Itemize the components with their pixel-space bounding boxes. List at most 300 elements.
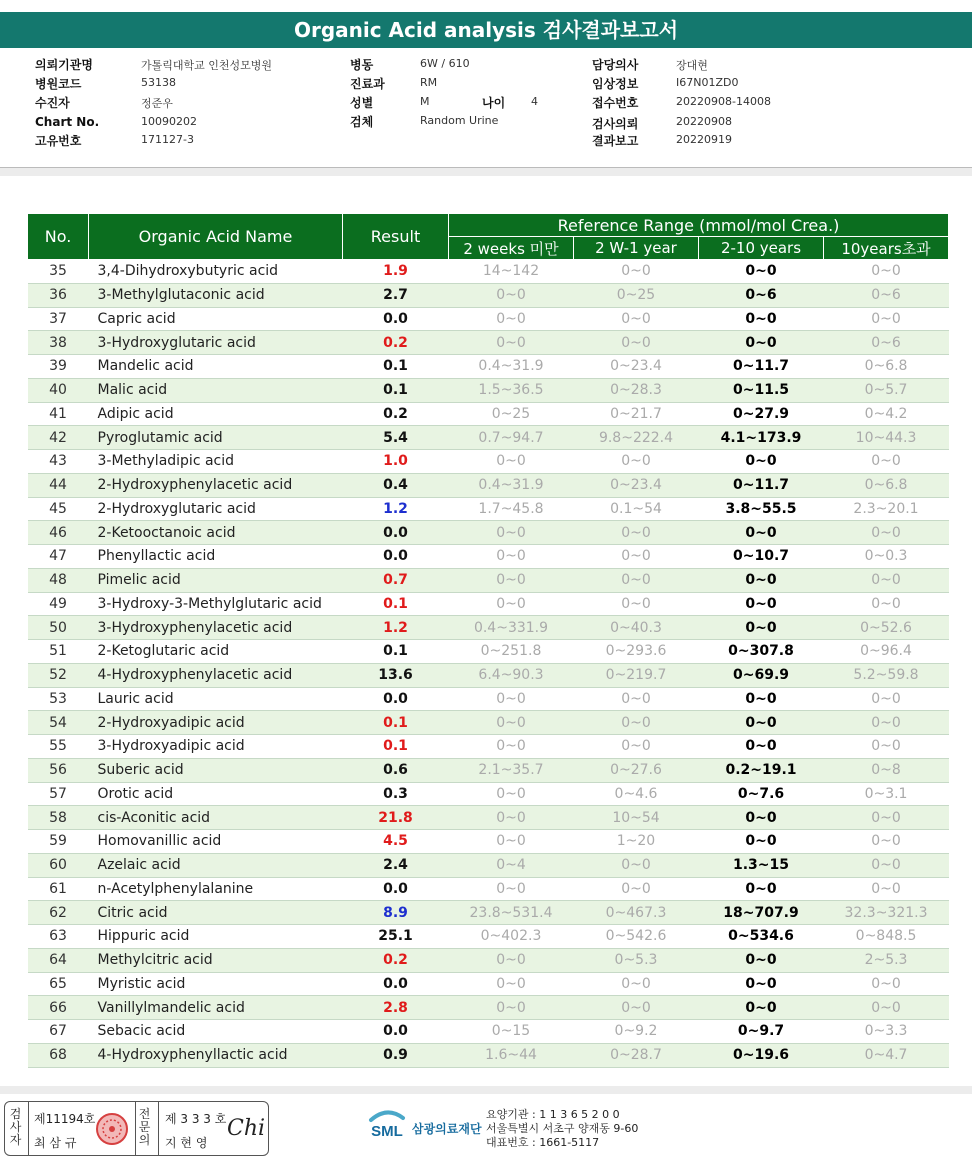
table-row xyxy=(28,972,949,996)
table-row xyxy=(28,260,949,284)
divider xyxy=(158,1102,159,1155)
specialist-label-text: 전문의 xyxy=(138,1107,151,1147)
row-ref-2w-1year: 0.1~54 xyxy=(574,497,699,521)
institution-info xyxy=(486,1108,638,1150)
row-ref-under-2weeks: 0~15 xyxy=(449,1020,574,1044)
row-result: 0.7 xyxy=(343,568,449,592)
row-result: 21.8 xyxy=(343,806,449,830)
table-row xyxy=(28,877,949,901)
row-no: 59 xyxy=(28,830,89,854)
row-acid-name: 2-Hydroxyphenylacetic acid xyxy=(89,473,343,497)
row-ref-2-10years: 0~10.7 xyxy=(699,545,824,569)
row-result: 0.1 xyxy=(343,640,449,664)
row-acid-name: Suberic acid xyxy=(89,758,343,782)
row-ref-2w-1year: 0~5.3 xyxy=(574,948,699,972)
row-no: 38 xyxy=(28,331,89,355)
results-body xyxy=(28,260,949,1068)
sml-logo-text: SML xyxy=(371,1123,403,1140)
row-ref-over-10years: 2~5.3 xyxy=(824,948,949,972)
row-ref-over-10years: 0~0 xyxy=(824,877,949,901)
row-ref-2w-1year: 0~0 xyxy=(574,996,699,1020)
row-ref-2w-1year: 0~0 xyxy=(574,592,699,616)
row-ref-2-10years: 0~0 xyxy=(699,331,824,355)
row-result: 1.9 xyxy=(343,260,449,284)
institution-phone: 대표번호 : 1661-5117 xyxy=(486,1136,600,1149)
row-ref-under-2weeks: 0~4 xyxy=(449,853,574,877)
row-ref-2-10years: 0~27.9 xyxy=(699,402,824,426)
sml-logo-icon xyxy=(365,1106,409,1146)
table-row xyxy=(28,830,949,854)
table-row xyxy=(28,901,949,925)
row-acid-name: 3-Hydroxyphenylacetic acid xyxy=(89,616,343,640)
row-ref-2-10years: 0~0 xyxy=(699,260,824,284)
ward-label: 병동 xyxy=(350,58,374,72)
row-no: 65 xyxy=(28,972,89,996)
table-row xyxy=(28,473,949,497)
age-value: 4 xyxy=(531,95,538,108)
row-acid-name: Pyroglutamic acid xyxy=(89,426,343,450)
row-ref-2w-1year: 0~0 xyxy=(574,545,699,569)
row-ref-over-10years: 0~0 xyxy=(824,711,949,735)
row-ref-under-2weeks: 0~0 xyxy=(449,568,574,592)
row-ref-under-2weeks: 1.5~36.5 xyxy=(449,378,574,402)
patient-info-panel xyxy=(0,48,972,168)
sex-value: M xyxy=(420,95,430,108)
row-result: 0.0 xyxy=(343,1020,449,1044)
row-ref-2w-1year: 0~23.4 xyxy=(574,473,699,497)
row-ref-under-2weeks: 0~0 xyxy=(449,331,574,355)
table-row xyxy=(28,735,949,759)
row-ref-2w-1year: 0~23.4 xyxy=(574,355,699,379)
row-ref-2-10years: 0~69.9 xyxy=(699,663,824,687)
row-acid-name: 3-Methyladipic acid xyxy=(89,450,343,474)
row-ref-under-2weeks: 0~0 xyxy=(449,545,574,569)
table-row xyxy=(28,948,949,972)
row-ref-under-2weeks: 0~0 xyxy=(449,996,574,1020)
row-result: 2.4 xyxy=(343,853,449,877)
row-result: 8.9 xyxy=(343,901,449,925)
specialist-label xyxy=(138,1108,154,1147)
ward-value: 6W / 610 xyxy=(420,57,470,70)
row-ref-under-2weeks: 0~0 xyxy=(449,948,574,972)
row-no: 48 xyxy=(28,568,89,592)
specialist-name: 지 현 영 xyxy=(165,1136,208,1150)
row-ref-under-2weeks: 0~0 xyxy=(449,283,574,307)
hospital-value: 가톨릭대학교 인천성모병원 xyxy=(141,59,273,72)
row-ref-2-10years: 0~0 xyxy=(699,877,824,901)
table-row xyxy=(28,853,949,877)
chart-label: Chart No. xyxy=(35,115,100,129)
row-ref-over-10years: 0~5.7 xyxy=(824,378,949,402)
doctor-value: 장대현 xyxy=(676,59,708,72)
header-result: Result xyxy=(343,214,449,260)
row-ref-over-10years: 0~0 xyxy=(824,806,949,830)
inspector-seal-icon xyxy=(95,1112,129,1146)
table-row xyxy=(28,426,949,450)
receiver-value: 정준우 xyxy=(141,97,173,110)
row-ref-2-10years: 0~0 xyxy=(699,450,824,474)
row-ref-2w-1year: 0~28.3 xyxy=(574,378,699,402)
row-acid-name: 3,4-Dihydroxybutyric acid xyxy=(89,260,343,284)
request-label: 검사의뢰 xyxy=(592,117,639,131)
row-ref-2w-1year: 0~0 xyxy=(574,711,699,735)
row-acid-name: cis-Aconitic acid xyxy=(89,806,343,830)
row-ref-over-10years: 0~0 xyxy=(824,996,949,1020)
row-ref-2-10years: 0~0 xyxy=(699,711,824,735)
row-ref-2w-1year: 0~0 xyxy=(574,450,699,474)
row-ref-under-2weeks: 6.4~90.3 xyxy=(449,663,574,687)
code-label: 병원코드 xyxy=(35,77,82,91)
row-acid-name: 4-Hydroxyphenyllactic acid xyxy=(89,1043,343,1067)
hospital-label: 의뢰기관명 xyxy=(35,58,93,72)
row-ref-2w-1year: 0~219.7 xyxy=(574,663,699,687)
row-ref-over-10years: 0~0 xyxy=(824,307,949,331)
row-ref-2-10years: 0~534.6 xyxy=(699,925,824,949)
row-ref-2-10years: 0~0 xyxy=(699,972,824,996)
row-ref-2w-1year: 0~293.6 xyxy=(574,640,699,664)
row-ref-2-10years: 0~11.7 xyxy=(699,355,824,379)
row-acid-name: Capric acid xyxy=(89,307,343,331)
row-acid-name: n-Acetylphenylalanine xyxy=(89,877,343,901)
row-acid-name: 2-Hydroxyadipic acid xyxy=(89,711,343,735)
specialist-no: 제 3 3 3 호 xyxy=(165,1112,227,1126)
doctor-label: 담당의사 xyxy=(592,58,639,72)
row-ref-under-2weeks: 1.7~45.8 xyxy=(449,497,574,521)
row-ref-under-2weeks: 2.1~35.7 xyxy=(449,758,574,782)
row-ref-over-10years: 0~848.5 xyxy=(824,925,949,949)
divider xyxy=(135,1102,136,1155)
row-ref-2w-1year: 0~40.3 xyxy=(574,616,699,640)
row-ref-over-10years: 0~4.2 xyxy=(824,402,949,426)
row-ref-over-10years: 0~0 xyxy=(824,830,949,854)
row-ref-over-10years: 0~52.6 xyxy=(824,616,949,640)
row-ref-2-10years: 0.2~19.1 xyxy=(699,758,824,782)
row-no: 53 xyxy=(28,687,89,711)
table-row xyxy=(28,545,949,569)
specimen-value: Random Urine xyxy=(420,114,499,127)
row-ref-2-10years: 0~0 xyxy=(699,307,824,331)
row-acid-name: Hippuric acid xyxy=(89,925,343,949)
row-no: 47 xyxy=(28,545,89,569)
row-acid-name: Phenyllactic acid xyxy=(89,545,343,569)
row-ref-2-10years: 0~0 xyxy=(699,687,824,711)
row-ref-over-10years: 0~6.8 xyxy=(824,355,949,379)
row-ref-over-10years: 0~0 xyxy=(824,853,949,877)
header-reference-range: Reference Range (mmol/mol Crea.) xyxy=(449,214,949,237)
row-ref-2w-1year: 1~20 xyxy=(574,830,699,854)
row-result: 0.2 xyxy=(343,331,449,355)
report-value: 20220919 xyxy=(676,133,732,146)
row-ref-over-10years: 0~0 xyxy=(824,450,949,474)
row-result: 0.0 xyxy=(343,521,449,545)
table-row xyxy=(28,687,949,711)
row-ref-2-10years: 0~307.8 xyxy=(699,640,824,664)
report-title: Organic Acid analysis 검사결과보고서 xyxy=(0,12,972,48)
row-ref-2-10years: 0~0 xyxy=(699,735,824,759)
row-no: 63 xyxy=(28,925,89,949)
table-row xyxy=(28,663,949,687)
row-result: 0.0 xyxy=(343,877,449,901)
row-result: 0.2 xyxy=(343,402,449,426)
row-ref-2-10years: 3.8~55.5 xyxy=(699,497,824,521)
row-ref-2-10years: 18~707.9 xyxy=(699,901,824,925)
row-no: 54 xyxy=(28,711,89,735)
row-acid-name: Adipic acid xyxy=(89,402,343,426)
row-acid-name: 2-Ketooctanoic acid xyxy=(89,521,343,545)
row-result: 0.1 xyxy=(343,378,449,402)
specimen-label: 검체 xyxy=(350,115,374,129)
request-value: 20220908 xyxy=(676,115,732,128)
row-ref-over-10years: 0~0 xyxy=(824,568,949,592)
row-acid-name: Azelaic acid xyxy=(89,853,343,877)
divider xyxy=(28,1102,29,1155)
row-acid-name: Vanillylmandelic acid xyxy=(89,996,343,1020)
row-ref-under-2weeks: 0~0 xyxy=(449,735,574,759)
row-ref-over-10years: 0~0 xyxy=(824,521,949,545)
row-no: 62 xyxy=(28,901,89,925)
row-ref-over-10years: 0~3.1 xyxy=(824,782,949,806)
code-value: 53138 xyxy=(141,76,176,89)
row-ref-2w-1year: 0~0 xyxy=(574,521,699,545)
row-no: 64 xyxy=(28,948,89,972)
inspector-no: 제11194호 xyxy=(34,1112,96,1126)
table-row xyxy=(28,497,949,521)
row-no: 43 xyxy=(28,450,89,474)
row-ref-2-10years: 0~7.6 xyxy=(699,782,824,806)
row-acid-name: Myristic acid xyxy=(89,972,343,996)
row-acid-name: Citric acid xyxy=(89,901,343,925)
header-ref-under-2weeks: 2 weeks 미만 xyxy=(449,237,574,260)
institution-address: 서울특별시 서초구 양재동 9-60 xyxy=(486,1122,639,1135)
row-acid-name: 2-Hydroxyglutaric acid xyxy=(89,497,343,521)
unique-label: 고유번호 xyxy=(35,134,82,148)
row-ref-2w-1year: 0~28.7 xyxy=(574,1043,699,1067)
row-ref-over-10years: 0~0.3 xyxy=(824,545,949,569)
row-no: 35 xyxy=(28,260,89,284)
clinical-value: I67N01ZD0 xyxy=(676,76,739,89)
row-ref-2w-1year: 0~467.3 xyxy=(574,901,699,925)
header-ref-over-10years: 10years초과 xyxy=(824,237,949,260)
header-ref-2w-1year: 2 W-1 year xyxy=(574,237,699,260)
row-ref-2-10years: 0~0 xyxy=(699,521,824,545)
table-row xyxy=(28,996,949,1020)
row-ref-2w-1year: 9.8~222.4 xyxy=(574,426,699,450)
row-ref-2-10years: 0~0 xyxy=(699,948,824,972)
accession-label: 접수번호 xyxy=(592,96,639,110)
row-no: 45 xyxy=(28,497,89,521)
report-label: 결과보고 xyxy=(592,134,639,148)
row-acid-name: 3-Hydroxy-3-Methylglutaric acid xyxy=(89,592,343,616)
row-result: 5.4 xyxy=(343,426,449,450)
row-ref-under-2weeks: 1.6~44 xyxy=(449,1043,574,1067)
row-no: 66 xyxy=(28,996,89,1020)
row-result: 0.0 xyxy=(343,545,449,569)
row-acid-name: Homovanillic acid xyxy=(89,830,343,854)
row-no: 60 xyxy=(28,853,89,877)
row-ref-2-10years: 0~0 xyxy=(699,568,824,592)
row-no: 52 xyxy=(28,663,89,687)
row-ref-2w-1year: 0~27.6 xyxy=(574,758,699,782)
row-ref-2-10years: 0~0 xyxy=(699,830,824,854)
row-result: 0.6 xyxy=(343,758,449,782)
row-acid-name: 2-Ketoglutaric acid xyxy=(89,640,343,664)
row-ref-2w-1year: 0~0 xyxy=(574,735,699,759)
accession-value: 20220908-14008 xyxy=(676,95,771,108)
row-ref-under-2weeks: 0.4~31.9 xyxy=(449,473,574,497)
row-ref-over-10years: 0~0 xyxy=(824,260,949,284)
dept-label: 진료과 xyxy=(350,77,385,91)
table-row xyxy=(28,1020,949,1044)
table-row xyxy=(28,568,949,592)
table-row xyxy=(28,331,949,355)
row-no: 56 xyxy=(28,758,89,782)
row-ref-2w-1year: 0~0 xyxy=(574,331,699,355)
row-ref-2-10years: 0~11.7 xyxy=(699,473,824,497)
table-row xyxy=(28,711,949,735)
table-row xyxy=(28,378,949,402)
unique-value: 171127-3 xyxy=(141,133,194,146)
row-ref-2w-1year: 0~0 xyxy=(574,568,699,592)
row-ref-2w-1year: 0~0 xyxy=(574,307,699,331)
table-row xyxy=(28,402,949,426)
row-ref-under-2weeks: 0.7~94.7 xyxy=(449,426,574,450)
row-ref-under-2weeks: 0~0 xyxy=(449,782,574,806)
row-acid-name: Pimelic acid xyxy=(89,568,343,592)
row-ref-under-2weeks: 0~0 xyxy=(449,521,574,545)
row-ref-under-2weeks: 14~142 xyxy=(449,260,574,284)
row-ref-2w-1year: 0~0 xyxy=(574,687,699,711)
row-ref-over-10years: 0~6 xyxy=(824,331,949,355)
row-ref-2-10years: 0~0 xyxy=(699,616,824,640)
row-ref-under-2weeks: 0.4~31.9 xyxy=(449,355,574,379)
row-acid-name: 3-Methylglutaconic acid xyxy=(89,283,343,307)
inspector-label-text: 검사자 xyxy=(9,1107,22,1147)
row-ref-2w-1year: 0~0 xyxy=(574,877,699,901)
row-result: 0.1 xyxy=(343,592,449,616)
row-ref-under-2weeks: 0~0 xyxy=(449,450,574,474)
separator-band xyxy=(0,168,972,176)
row-acid-name: Methylcitric acid xyxy=(89,948,343,972)
institution-code: 요양기관 : 1 1 3 6 5 2 0 0 xyxy=(486,1108,620,1121)
row-result: 1.2 xyxy=(343,616,449,640)
row-ref-over-10years: 0~96.4 xyxy=(824,640,949,664)
table-row xyxy=(28,806,949,830)
row-ref-over-10years: 0~0 xyxy=(824,735,949,759)
row-acid-name: Mandelic acid xyxy=(89,355,343,379)
row-no: 36 xyxy=(28,283,89,307)
row-ref-2w-1year: 0~4.6 xyxy=(574,782,699,806)
header-name: Organic Acid Name xyxy=(89,214,343,260)
chart-value: 10090202 xyxy=(141,115,197,128)
row-ref-2w-1year: 0~21.7 xyxy=(574,402,699,426)
row-ref-under-2weeks: 0~25 xyxy=(449,402,574,426)
row-result: 0.9 xyxy=(343,1043,449,1067)
row-no: 44 xyxy=(28,473,89,497)
results-table xyxy=(27,213,949,1068)
row-ref-under-2weeks: 0~0 xyxy=(449,830,574,854)
row-ref-2w-1year: 0~25 xyxy=(574,283,699,307)
row-ref-over-10years: 0~3.3 xyxy=(824,1020,949,1044)
clinical-label: 임상정보 xyxy=(592,77,639,91)
row-no: 37 xyxy=(28,307,89,331)
row-ref-over-10years: 0~0 xyxy=(824,592,949,616)
table-row xyxy=(28,592,949,616)
row-ref-over-10years: 0~4.7 xyxy=(824,1043,949,1067)
row-ref-over-10years: 0~6.8 xyxy=(824,473,949,497)
table-row xyxy=(28,355,949,379)
row-ref-under-2weeks: 0~0 xyxy=(449,711,574,735)
row-ref-2w-1year: 0~9.2 xyxy=(574,1020,699,1044)
row-ref-over-10years: 0~8 xyxy=(824,758,949,782)
dept-value: RM xyxy=(420,76,438,89)
row-result: 0.1 xyxy=(343,735,449,759)
table-row xyxy=(28,616,949,640)
row-no: 39 xyxy=(28,355,89,379)
footer-separator-band xyxy=(0,1086,972,1094)
row-no: 58 xyxy=(28,806,89,830)
row-result: 2.8 xyxy=(343,996,449,1020)
row-ref-under-2weeks: 0~0 xyxy=(449,592,574,616)
row-ref-2-10years: 1.3~15 xyxy=(699,853,824,877)
table-row xyxy=(28,283,949,307)
row-acid-name: 3-Hydroxyadipic acid xyxy=(89,735,343,759)
row-ref-2-10years: 0~6 xyxy=(699,283,824,307)
row-no: 67 xyxy=(28,1020,89,1044)
inspector-name: 최 삼 규 xyxy=(34,1136,77,1150)
row-no: 41 xyxy=(28,402,89,426)
row-ref-2w-1year: 0~542.6 xyxy=(574,925,699,949)
row-result: 1.2 xyxy=(343,497,449,521)
org-name: 삼광의료재단 xyxy=(412,1122,482,1136)
row-no: 61 xyxy=(28,877,89,901)
row-result: 25.1 xyxy=(343,925,449,949)
inspector-label xyxy=(9,1108,25,1147)
table-row xyxy=(28,758,949,782)
row-ref-2w-1year: 0~0 xyxy=(574,972,699,996)
row-no: 49 xyxy=(28,592,89,616)
row-result: 2.7 xyxy=(343,283,449,307)
row-ref-under-2weeks: 0~0 xyxy=(449,687,574,711)
row-ref-2w-1year: 0~0 xyxy=(574,853,699,877)
row-ref-under-2weeks: 0.4~331.9 xyxy=(449,616,574,640)
row-acid-name: Sebacic acid xyxy=(89,1020,343,1044)
row-ref-under-2weeks: 0~251.8 xyxy=(449,640,574,664)
row-ref-under-2weeks: 0~0 xyxy=(449,806,574,830)
row-result: 0.3 xyxy=(343,782,449,806)
row-no: 50 xyxy=(28,616,89,640)
row-acid-name: 4-Hydroxyphenylacetic acid xyxy=(89,663,343,687)
table-row xyxy=(28,307,949,331)
table-row xyxy=(28,640,949,664)
row-ref-under-2weeks: 0~402.3 xyxy=(449,925,574,949)
table-row xyxy=(28,925,949,949)
row-acid-name: 3-Hydroxyglutaric acid xyxy=(89,331,343,355)
row-ref-2-10years: 0~19.6 xyxy=(699,1043,824,1067)
signature-box xyxy=(4,1101,269,1156)
row-result: 0.0 xyxy=(343,972,449,996)
row-ref-2-10years: 0~0 xyxy=(699,592,824,616)
row-ref-under-2weeks: 0~0 xyxy=(449,972,574,996)
row-ref-over-10years: 32.3~321.3 xyxy=(824,901,949,925)
table-row xyxy=(28,782,949,806)
row-no: 51 xyxy=(28,640,89,664)
row-ref-2w-1year: 10~54 xyxy=(574,806,699,830)
row-no: 68 xyxy=(28,1043,89,1067)
row-result: 0.0 xyxy=(343,687,449,711)
table-row xyxy=(28,521,949,545)
row-result: 0.1 xyxy=(343,355,449,379)
row-ref-over-10years: 2.3~20.1 xyxy=(824,497,949,521)
